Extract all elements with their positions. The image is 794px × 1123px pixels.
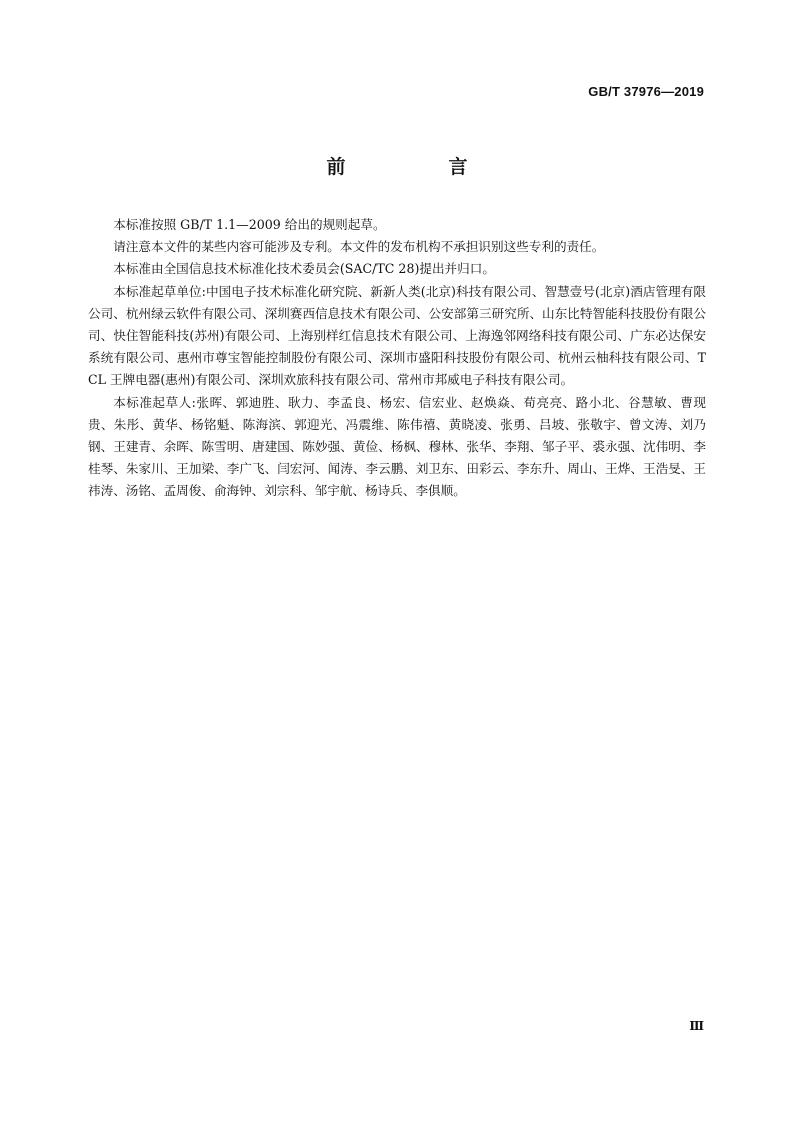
committee-paragraph: 本标准由全国信息技术标准化技术委员会(SAC/TC 28)提出并归口。 (113, 261, 495, 277)
drafting-rules-paragraph: 本标准按照 GB/T 1.1—2009 给出的规则起草。 (113, 217, 386, 232)
page-number: Ⅲ (689, 1019, 704, 1033)
drafters-paragraph: 本标准起草人:张晖、郭迪胜、耿力、李孟良、杨宏、信宏业、赵焕焱、荀亮亮、路小北、谷慧敏、曹现贵、朱彤、黄华、杨铭魁、陈海滨、郭迎光、冯震维、陈伟禧、黄晓凌、张勇、吕坡、张敬宇、曾文涛、刘乃钢、王建青、余晖、陈雪明、唐建国、陈妙强、黄俭、杨枫、穆林、张华、李翔、邹子平、裘永强、沈伟明、李桂琴、朱家川、王加梁、李广飞、闫宏河、闻涛、李云鹏、刘卫东、田彩云、李东升、周山、王烨、王浩旻、王祎涛、汤铭、孟周俊、俞海钟、刘宗科、邹宇航、杨诗兵、李俱顺。 (88, 394, 706, 499)
page-title: 前 言 (326, 156, 510, 178)
standard-code: GB/T 37976—2019 (588, 84, 704, 99)
drafting-units-paragraph: 本标准起草单位:中国电子技术标准化研究院、新新人类(北京)科技有限公司、智慧壹号(北京)酒店管理有限公司、杭州绿云软件有限公司、深圳赛西信息技术有限公司、公安部第三研究所、山东比特智能科技股份有限公司、快住智能科技(苏州)有限公司、上海别样红信息技术有限公司、上海逸邻网络科技有限公司、广东必达保安系统有限公司、惠州市尊宝智能控制股份有限公司、深圳市盛阳科技股份有限公司、杭州云柚科技有限公司、TCL 王牌电器(惠州)有限公司、深圳欢旅科技有限公司、常州市邦威电子科技有限公司。 (88, 283, 706, 388)
preface-body (88, 214, 706, 503)
patent-notice-paragraph: 请注意本文件的某些内容可能涉及专利。本文件的发布机构不承担识别这些专利的责任。 (113, 239, 605, 255)
